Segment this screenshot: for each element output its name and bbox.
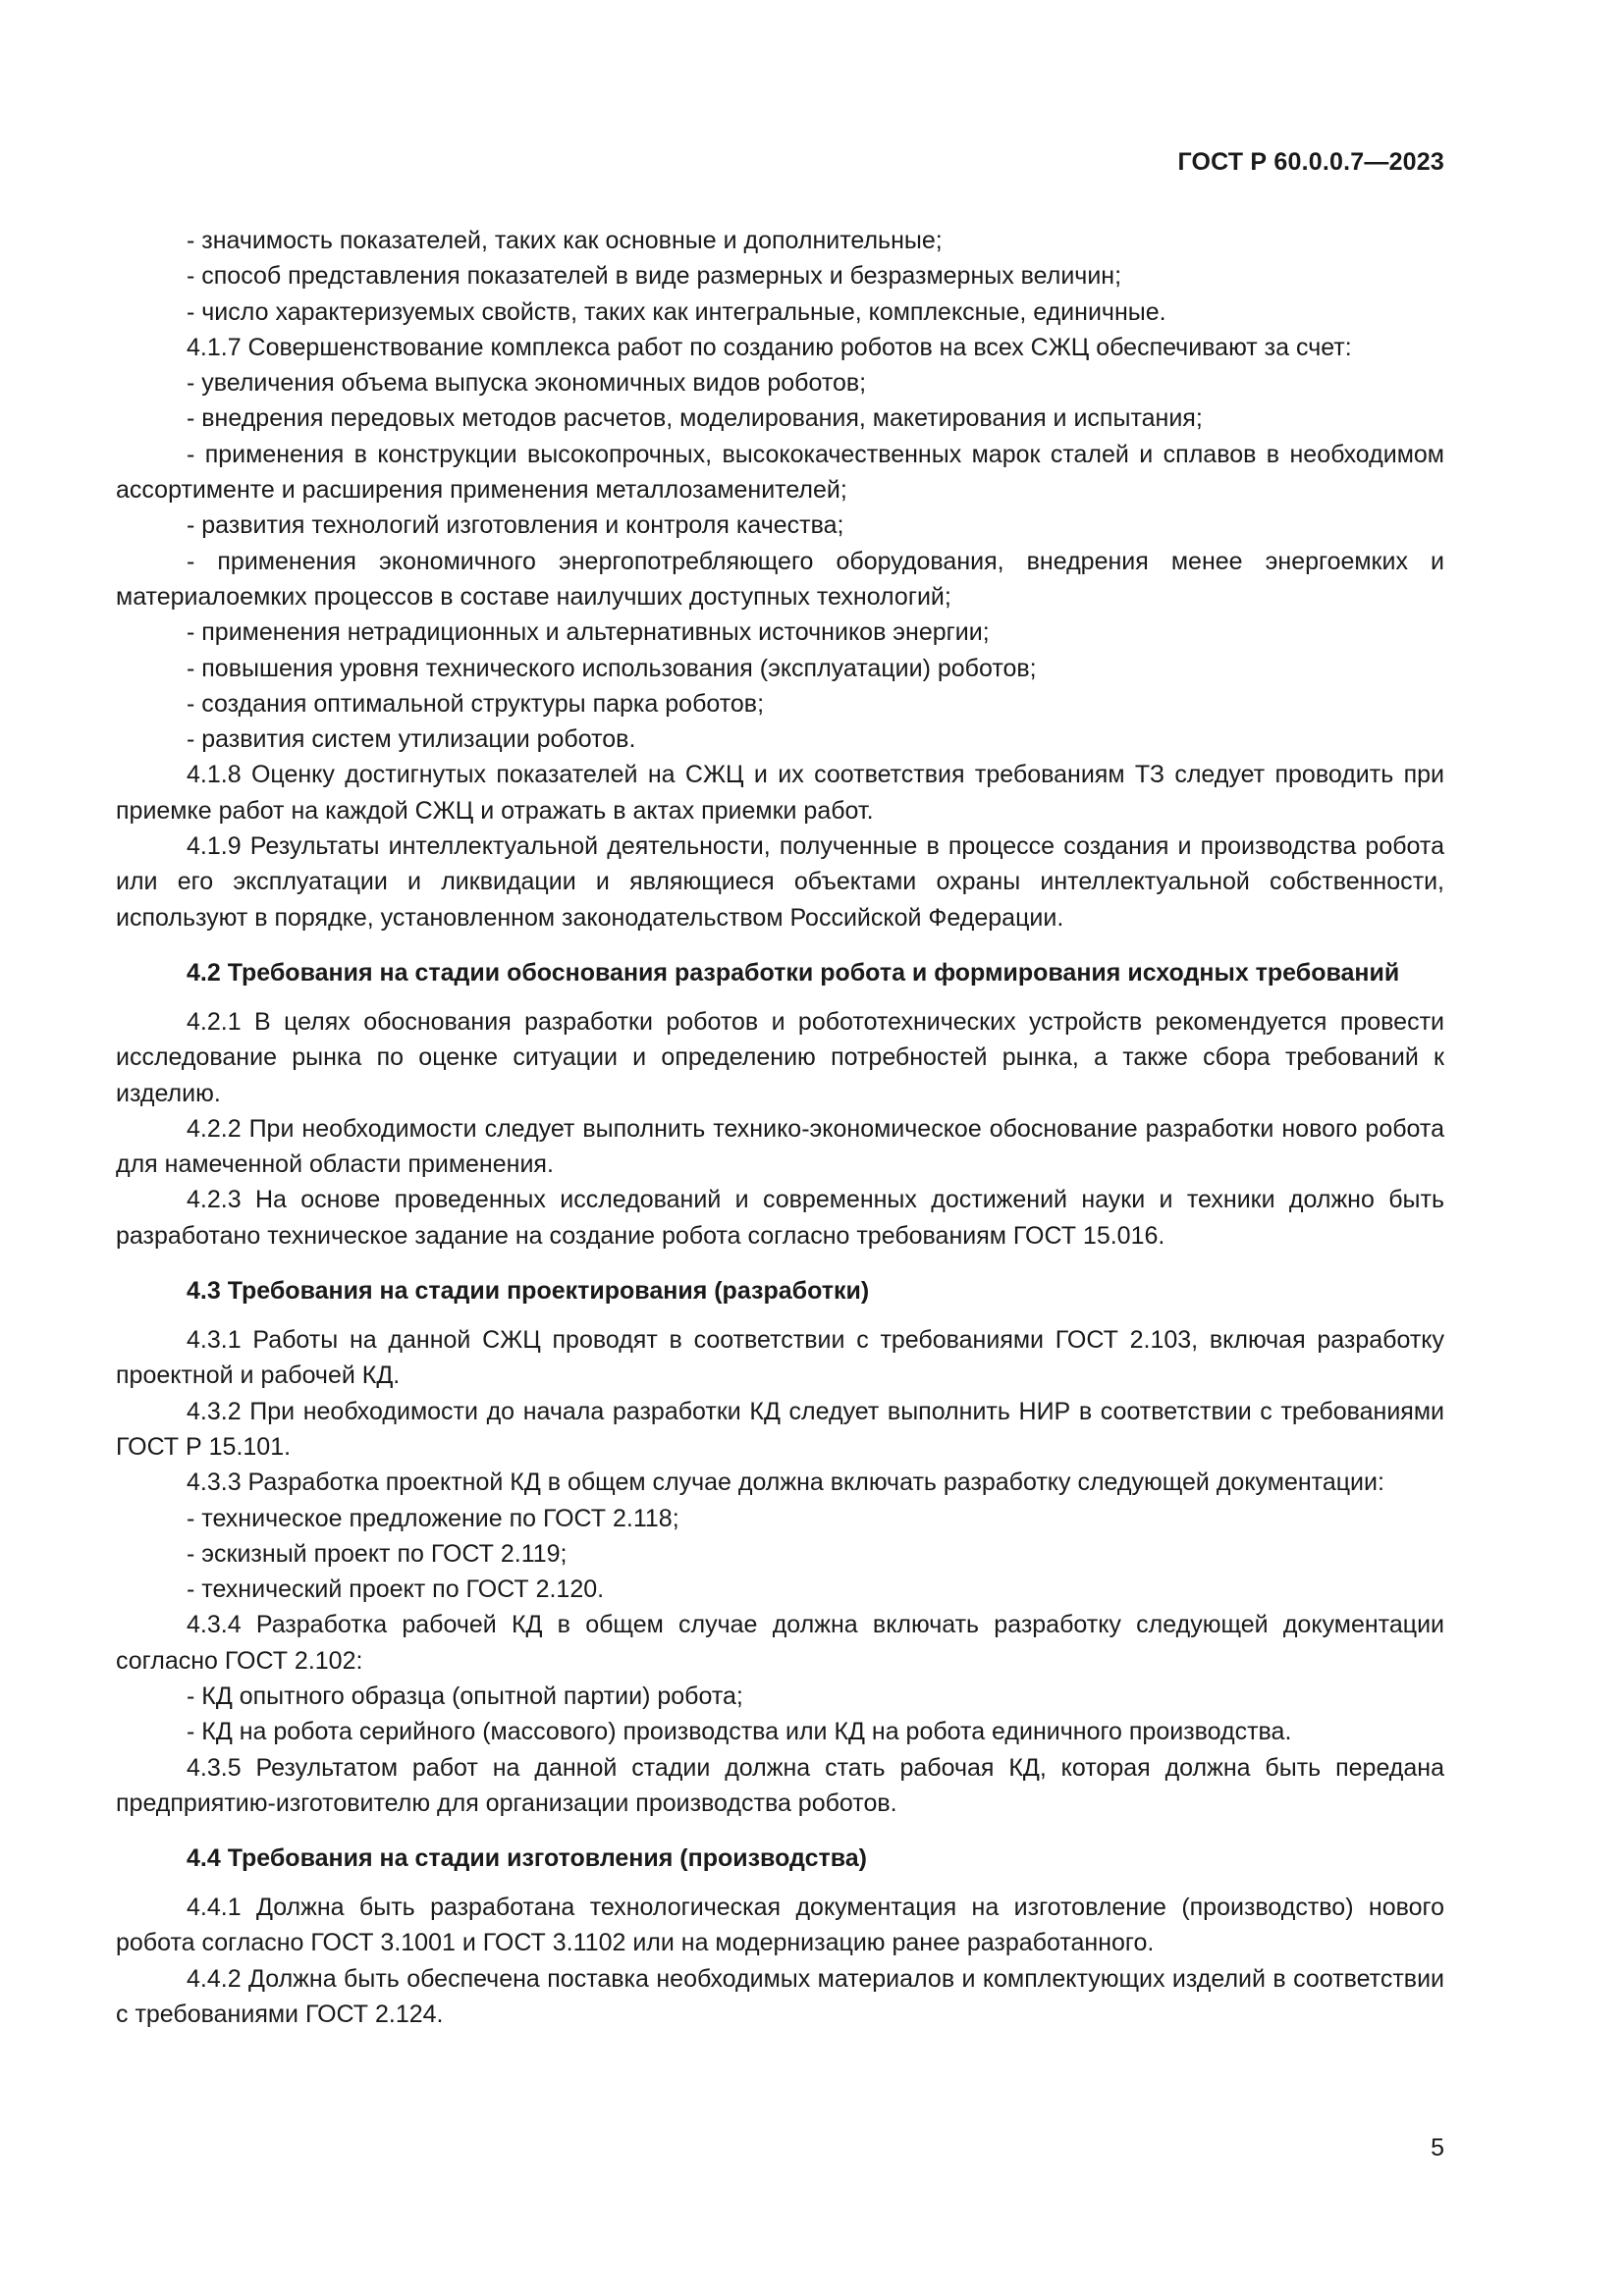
list-item: - техническое предложение по ГОСТ 2.118; (187, 1504, 679, 1532)
paragraph-4-2-2: 4.2.2 При необходимости следует выполнить технико-экономическое обоснование разработки нового робота для намеченной области применения. (116, 1114, 1444, 1179)
document-code-header: ГОСТ Р 60.0.0.7—2023 (1177, 148, 1444, 176)
paragraph-4-3-2: 4.3.2 При необходимости до начала разработки КД следует выполнить НИР в соответствии с требованиями ГОСТ Р 15.101. (116, 1397, 1444, 1461)
list-item: - технический проект по ГОСТ 2.120. (187, 1575, 605, 1604)
list-item: - увеличения объема выпуска экономичных видов роботов; (187, 369, 867, 398)
list-item: - КД опытного образца (опытной партии) робота; (187, 1682, 743, 1710)
list-item: - повышения уровня технического использования (эксплуатации) роботов; (187, 654, 1037, 682)
list-item: - применения нетрадиционных и альтернативных источников энергии; (187, 618, 990, 647)
list-item: - применения экономичного энергопотребляющего оборудования, внедрения менее энергоемких и материалоемких процессов в составе наилучших доступных технологий; (116, 547, 1444, 611)
paragraph-4-1-8: 4.1.8 Оценку достигнутых показателей на СЖЦ и их соответствия требованиям ТЗ следует проводить при приемке работ на каждой СЖЦ и отражать в актах приемки работ. (116, 761, 1444, 825)
list-item: - число характеризуемых свойств, таких как интегральные, комплексные, единичные. (187, 297, 1166, 326)
paragraph-4-3-3: 4.3.3 Разработка проектной КД в общем случае должна включать разработку следующей документации: (187, 1468, 1384, 1497)
list-item: - эскизный проект по ГОСТ 2.119; (187, 1539, 568, 1568)
list-item: - развития технологий изготовления и контроля качества; (187, 511, 844, 540)
list-item: - применения в конструкции высокопрочных, высококачественных марок сталей и сплавов в необходимом ассортименте и расширения применения металлозаменителей; (116, 440, 1444, 505)
list-item: - внедрения передовых методов расчетов, моделирования, макетирования и испытания; (187, 404, 1203, 433)
list-item: - развития систем утилизации роботов. (187, 725, 636, 754)
paragraph-4-3-1: 4.3.1 Работы на данной СЖЦ проводят в соответствии с требованиями ГОСТ 2.103, включая разработку проектной и рабочей КД. (116, 1326, 1444, 1390)
page-number: 5 (1431, 2134, 1444, 2162)
list-item: - создания оптимальной структуры парка роботов; (187, 689, 765, 718)
section-heading-4-2: 4.2 Требования на стадии обоснования разработки робота и формирования исходных требований (187, 958, 1400, 987)
paragraph-4-2-3: 4.2.3 На основе проведенных исследований и современных достижений науки и техники должно быть разработано техническое задание на создание робота согласно требованиям ГОСТ 15.016. (116, 1186, 1444, 1250)
paragraph-4-1-7: 4.1.7 Совершенствование комплекса работ по созданию роботов на всех СЖЦ обеспечивают за счет: (187, 333, 1352, 361)
document-body (116, 223, 1444, 2032)
paragraph-4-4-2: 4.4.2 Должна быть обеспечена поставка необходимых материалов и комплектующих изделий в соответствии с требованиями ГОСТ 2.124. (116, 1964, 1444, 2029)
section-heading-4-4: 4.4 Требования на стадии изготовления (производства) (187, 1844, 867, 1873)
paragraph-4-3-5: 4.3.5 Результатом работ на данной стадии должна стать рабочая КД, которая должна быть передана предприятию-изготовителю для организации производства роботов. (116, 1753, 1444, 1817)
list-item: - значимость показателей, таких как основные и дополнительные; (187, 227, 943, 254)
paragraph-4-1-9: 4.1.9 Результаты интеллектуальной деятельности, полученные в процессе создания и производства робота или его эксплуатации и ликвидации и являющиеся объектами охраны интеллектуальной собственности, используют в порядке, установленном законодательством Российской Федерации. (116, 832, 1444, 932)
list-item: - способ представления показателей в виде размерных и безразмерных величин; (187, 262, 1122, 291)
paragraph-4-2-1: 4.2.1 В целях обоснования разработки роботов и робототехнических устройств рекомендуется провести исследование рынка по оценке ситуации и определению потребностей рынка, а также сбора требований к изделию. (116, 1007, 1444, 1107)
list-item: - КД на робота серийного (массового) производства или КД на робота единичного производства. (187, 1718, 1292, 1746)
paragraph-4-4-1: 4.4.1 Должна быть разработана технологическая документация на изготовление (производство) нового робота согласно ГОСТ 3.1001 и ГОСТ 3.1102 или на модернизацию ранее разработанного. (116, 1894, 1444, 1957)
paragraph-4-3-4: 4.3.4 Разработка рабочей КД в общем случае должна включать разработку следующей документации согласно ГОСТ 2.102: (116, 1611, 1444, 1675)
section-heading-4-3: 4.3 Требования на стадии проектирования (разработки) (187, 1277, 870, 1306)
